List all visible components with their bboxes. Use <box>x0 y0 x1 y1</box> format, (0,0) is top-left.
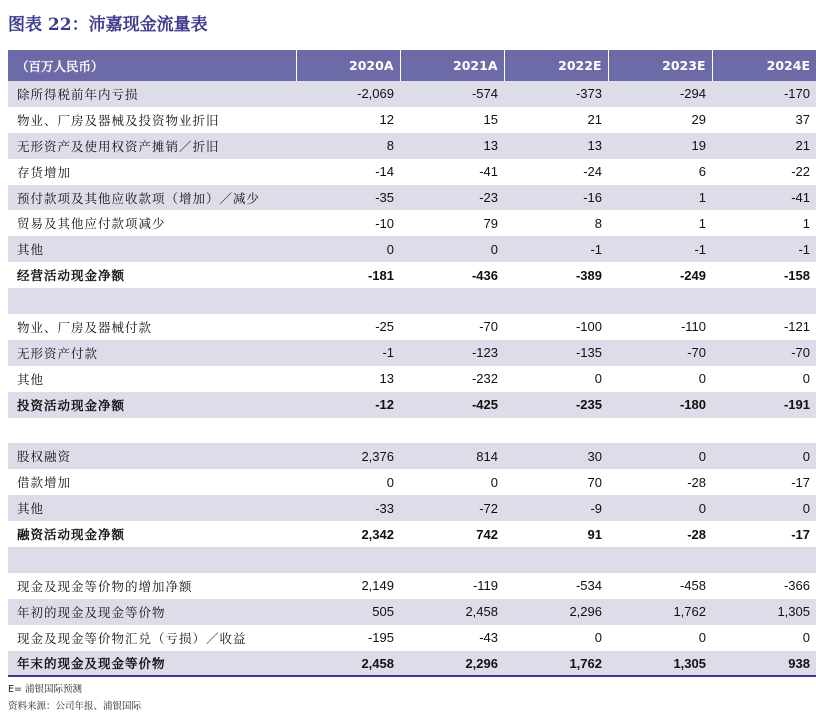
cell-value: -70 <box>687 345 706 361</box>
table-row <box>8 340 816 366</box>
row-label: 无形资产付款 <box>17 345 99 361</box>
cell-value: 1 <box>698 215 706 231</box>
cell-value: -121 <box>783 319 810 335</box>
cell-value: -16 <box>583 190 602 205</box>
cell-value: 19 <box>691 138 706 154</box>
cell-value: -458 <box>679 578 706 594</box>
cell-value: -436 <box>471 267 498 283</box>
table-row <box>8 262 816 288</box>
cell-value: 37 <box>795 112 810 128</box>
cell-value: 0 <box>698 371 706 387</box>
source-note: 资料来源：公司年报、浦银国际 <box>8 701 142 712</box>
cell-value: -366 <box>783 578 810 594</box>
column-header-2024e: 2024E <box>712 50 816 81</box>
cell-value: 91 <box>587 526 602 542</box>
cell-value: 1,305 <box>673 655 706 671</box>
cell-value: 0 <box>802 371 810 387</box>
cell-value: -35 <box>375 190 394 205</box>
cell-value: 1 <box>802 215 810 231</box>
table-row <box>8 625 816 651</box>
cell-value <box>400 288 504 314</box>
cell-value: -135 <box>575 345 602 361</box>
cell-value: 1,305 <box>777 604 810 620</box>
cell-value: 0 <box>698 448 706 464</box>
cell-value <box>296 288 400 314</box>
cell-value: 0 <box>802 448 810 464</box>
cell-value: 0 <box>802 630 810 646</box>
cell-value: -70 <box>791 345 810 361</box>
cell-value: 814 <box>476 448 498 464</box>
cell-value: 0 <box>386 241 394 257</box>
table-body <box>8 81 816 676</box>
cell-value: -23 <box>479 190 498 205</box>
table-row <box>8 521 816 547</box>
cell-value: 30 <box>587 448 602 464</box>
row-label: 贸易及其他应付款项减少 <box>17 216 166 232</box>
cell-value: -43 <box>479 630 498 646</box>
cell-value <box>608 547 712 573</box>
cell-value: -28 <box>687 526 706 542</box>
forecast-note: E= 浦银国际预测 <box>8 684 82 695</box>
row-label: 经营活动现金净额 <box>17 268 126 284</box>
row-label: 存货增加 <box>17 164 72 180</box>
cell-value: -170 <box>783 86 810 102</box>
cell-value: -100 <box>575 319 602 335</box>
row-label: 物业、厂房及器械及投资物业折旧 <box>17 112 220 128</box>
cell-value: 13 <box>379 371 394 387</box>
cell-value <box>608 288 712 314</box>
cell-value: 29 <box>691 112 706 128</box>
cell-value: 0 <box>698 630 706 646</box>
row-label: 除所得税前年内亏损 <box>17 86 139 102</box>
row-label: 年末的现金及现金等价物 <box>17 656 166 672</box>
cell-value: -25 <box>375 319 394 335</box>
row-label: 无形资产及使用权资产摊销／折旧 <box>17 138 220 154</box>
cell-value: -33 <box>375 500 394 516</box>
column-header-2021a: 2021A <box>400 50 504 81</box>
row-label: 投资活动现金净额 <box>17 397 126 413</box>
row-label: 物业、厂房及器械付款 <box>17 319 153 335</box>
cell-value: -249 <box>679 267 706 283</box>
cell-value: -534 <box>575 578 602 594</box>
spacer-row <box>8 288 816 314</box>
cell-value: -123 <box>471 345 498 361</box>
row-label: 年初的现金及现金等价物 <box>17 604 166 620</box>
row-label: 预付款项及其他应收款项（增加）／减少 <box>17 190 261 206</box>
cell-value: -28 <box>687 474 706 490</box>
cell-value: -24 <box>583 164 602 180</box>
row-label: 现金及现金等价物的增加净额 <box>17 578 193 594</box>
table-row <box>8 185 816 211</box>
table-row <box>8 107 816 133</box>
cell-value: -180 <box>679 397 706 413</box>
cell-value: -119 <box>472 578 498 594</box>
table-row <box>8 573 816 599</box>
table-row <box>8 366 816 392</box>
cell-value: -389 <box>575 267 602 283</box>
cell-value: 15 <box>483 112 498 128</box>
cell-value: 2,149 <box>361 578 394 594</box>
cell-value: 0 <box>594 371 602 387</box>
cell-value: 2,296 <box>465 655 498 671</box>
cell-value: -425 <box>471 397 498 413</box>
row-label <box>8 547 296 573</box>
spacer-row <box>8 418 816 444</box>
table-row <box>8 651 816 677</box>
cell-value: 1 <box>698 190 706 205</box>
table-row <box>8 392 816 418</box>
cell-value: 0 <box>490 241 498 257</box>
cell-value <box>712 547 816 573</box>
cell-value: -235 <box>575 397 602 413</box>
cell-value: -17 <box>791 474 810 490</box>
column-header-2020a: 2020A <box>296 50 400 81</box>
table-header-row <box>8 50 816 81</box>
cell-value: 0 <box>386 474 394 490</box>
row-label: 其他 <box>17 242 45 258</box>
column-header-unit: （百万人民币） <box>16 58 104 74</box>
cell-value: -12 <box>375 397 394 413</box>
cell-value: -41 <box>479 164 498 180</box>
cell-value <box>296 547 400 573</box>
cell-value: 12 <box>379 112 394 128</box>
cell-value <box>504 418 608 444</box>
cell-value: 742 <box>476 526 498 542</box>
cell-value: -1 <box>798 241 810 257</box>
table-row <box>8 159 816 185</box>
cell-value: 13 <box>587 138 602 154</box>
cell-value: 70 <box>587 474 602 490</box>
table-row <box>8 469 816 495</box>
cell-value: -294 <box>679 86 706 102</box>
row-label: 融资活动现金净额 <box>17 527 126 543</box>
cell-value: 2,342 <box>361 526 394 542</box>
table-row <box>8 495 816 521</box>
table-row <box>8 314 816 340</box>
cell-value: -181 <box>367 267 394 283</box>
cell-value: 8 <box>594 215 602 231</box>
table-row <box>8 236 816 262</box>
cell-value: -1 <box>590 241 602 257</box>
cell-value: 1,762 <box>569 655 602 671</box>
table-row <box>8 210 816 236</box>
cell-value: -574 <box>471 86 498 102</box>
cell-value: 2,458 <box>361 655 394 671</box>
cell-value <box>712 418 816 444</box>
table-row <box>8 599 816 625</box>
row-label <box>8 418 296 444</box>
cell-value <box>400 547 504 573</box>
cell-value: -41 <box>791 190 810 205</box>
column-header-2023e: 2023E <box>608 50 712 81</box>
cell-value: -1 <box>694 241 706 257</box>
cell-value: 505 <box>372 604 394 620</box>
row-label: 股权融资 <box>17 449 72 465</box>
cell-value <box>400 418 504 444</box>
table-row <box>8 443 816 469</box>
cell-value: 938 <box>788 655 810 671</box>
table-row <box>8 81 816 107</box>
cell-value: -72 <box>479 500 498 516</box>
cell-value: 0 <box>490 474 498 490</box>
cell-value: -110 <box>680 319 706 335</box>
cell-value: 0 <box>594 630 602 646</box>
row-label: 其他 <box>17 371 45 387</box>
row-label: 借款增加 <box>17 475 72 491</box>
cell-value <box>504 547 608 573</box>
cell-value <box>712 288 816 314</box>
cell-value: 2,458 <box>465 604 498 620</box>
cell-value: -232 <box>471 371 498 387</box>
cell-value: -373 <box>575 86 602 102</box>
cell-value: -195 <box>367 630 394 646</box>
cell-value: -191 <box>783 397 810 413</box>
page-title: 图表 22：沛嘉现金流量表 <box>8 15 208 35</box>
cell-value: -10 <box>375 215 394 231</box>
cell-value: -70 <box>479 319 498 335</box>
cell-value: -1 <box>382 345 394 361</box>
cell-value: 1,762 <box>673 604 706 620</box>
cell-value <box>504 288 608 314</box>
cell-value: -2,069 <box>357 86 394 102</box>
cell-value: 2,376 <box>361 448 394 464</box>
cell-value: 21 <box>795 138 810 154</box>
cell-value: 79 <box>483 215 498 231</box>
cell-value: -17 <box>791 526 810 542</box>
cell-value: 8 <box>386 138 394 154</box>
cell-value: -22 <box>791 164 810 180</box>
spacer-row <box>8 547 816 573</box>
row-label <box>8 288 296 314</box>
table-row <box>8 133 816 159</box>
cell-value <box>296 418 400 444</box>
row-label: 现金及现金等价物汇兑（亏损）／收益 <box>17 630 247 646</box>
cell-value: 21 <box>587 112 602 128</box>
row-label: 其他 <box>17 501 45 517</box>
cell-value <box>608 418 712 444</box>
cell-value: 0 <box>802 500 810 516</box>
cell-value: 13 <box>483 138 498 154</box>
cell-value: -9 <box>590 500 602 516</box>
cell-value: 0 <box>698 500 706 516</box>
cell-value: -158 <box>783 267 810 283</box>
column-header-2022e: 2022E <box>504 50 608 81</box>
cash-flow-table <box>8 50 816 677</box>
cell-value: -14 <box>375 164 394 180</box>
cell-value: 2,296 <box>569 604 602 620</box>
cell-value: 6 <box>698 164 706 180</box>
